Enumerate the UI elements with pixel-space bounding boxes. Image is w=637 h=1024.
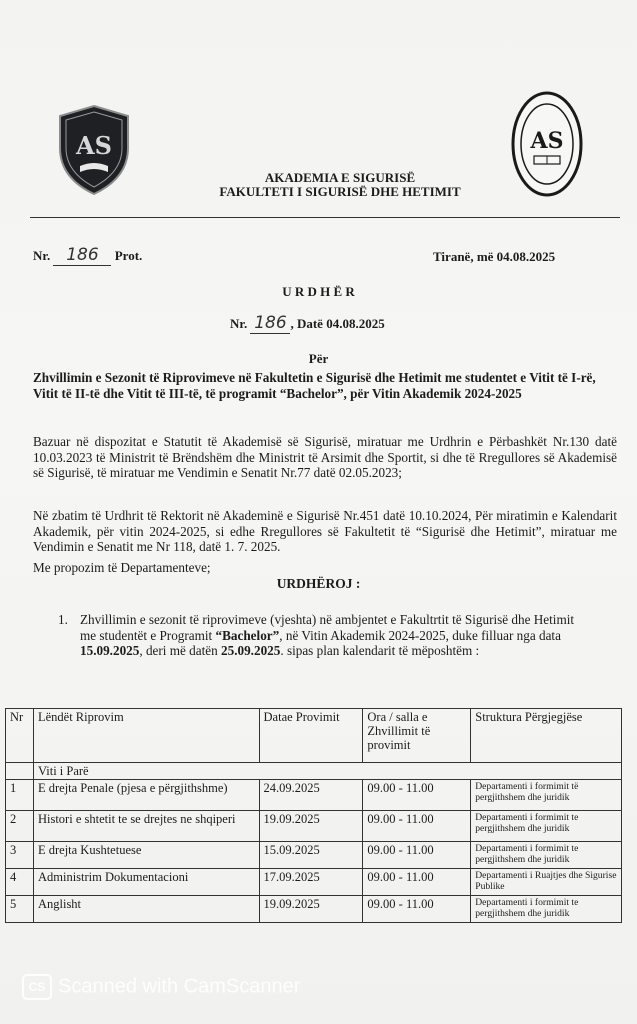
header-subject: Lëndët Riprovim [33, 709, 259, 763]
row-dept: Departamenti i formimit te pergjithshem dhe juridik [471, 811, 622, 842]
header-dept: Struktura Përgjegjëse [471, 709, 622, 763]
faculty-name: FAKULTETI I SIGURISË DHE HETIMIT [219, 184, 461, 199]
row-dept: Departamenti i Ruajtjes dhe Sigurise Publike [471, 869, 622, 896]
order-date: , Datë 04.08.2025 [290, 316, 385, 331]
row-nr: 1 [6, 780, 34, 811]
order-title: U R D H Ë R [282, 284, 355, 299]
per-label: Për [308, 351, 329, 366]
decree-item-part-a: Zhvillimin e sezonit të riprovimeve (vjeshta) në ambjentet e Fakultrtit të Sigurisë dhe Hetimit me studentët e Programit [80, 612, 575, 643]
row-nr: 4 [6, 869, 34, 896]
table-row [6, 842, 622, 869]
ref-nr-handwritten: 186 [53, 245, 111, 266]
watermark-text: Scanned with CamScanner [58, 975, 301, 998]
header-date: Datae Provimit [259, 709, 363, 763]
row-date: 19.09.2025 [259, 896, 363, 923]
row-nr: 2 [6, 811, 34, 842]
place-date: Tiranë, më 04.08.2025 [433, 249, 556, 264]
basis-paragraph-2: Në zbatim të Urdhrit të Rektorit në Akademinë e Sigurisë Nr.451 datë 10.10.2024, Për miratimin e Kalendarit Akademik, për vitin 2024-2025, si edhe Rregullores së Fakultetit të “Sigurisë dhe Hetimit”, miratuar me Vendimin e Senatit me Nr 118, datë 1. 7. 2025. [33, 508, 617, 555]
section-row [6, 763, 622, 780]
row-time: 09.00 - 11.00 [363, 896, 471, 923]
row-subject: Histori e shtetit te se drejtes ne shqiperi [33, 811, 259, 842]
decree-item-start-date: 15.09.2025 [80, 643, 140, 659]
table-row [6, 811, 622, 842]
row-time: 09.00 - 11.00 [363, 780, 471, 811]
row-time: 09.00 - 11.00 [363, 811, 471, 842]
row-subject: Administrim Dokumentacioni [33, 869, 259, 896]
camscanner-watermark [22, 974, 382, 1002]
academy-seal-logo [510, 90, 584, 198]
row-dept: Departamenti i formimit të pergjithshem dhe juridik [471, 780, 622, 811]
decree-item-part-b: , në Vitin Akademik 2024-2025, duke filluar nga data [279, 627, 561, 643]
order-number-line [230, 313, 385, 334]
ref-nr-label: Nr. [33, 248, 51, 263]
row-subject: E drejta Penale (pjesa e përgjithshme) [33, 780, 259, 811]
row-time: 09.00 - 11.00 [363, 842, 471, 869]
order-subject: Zhvillimin e Sezonit të Riprovimeve në Fakultetin e Sigurisë dhe Hetimit me studentet e Vitit të I-rë, Vitit të II-të dhe Vitit të III-të, të programit “Bachelor”, për Vitin Akademik 2024-2025 [33, 370, 596, 401]
decree-item-number: 1. [58, 612, 68, 627]
section-year-label: Viti i Parë [33, 763, 621, 780]
decree-item-end-date: 25.09.2025 [221, 643, 281, 659]
row-subject: E drejta Kushtetuese [33, 842, 259, 869]
header-nr: Nr [6, 709, 34, 763]
basis-paragraph-3: Me propozim të Departamenteve; [33, 560, 211, 575]
svg-text:AS: AS [530, 128, 564, 154]
row-dept: Departamenti i formimit te pergjithshem dhe juridik [471, 842, 622, 869]
header-divider [30, 217, 620, 218]
row-subject: Anglisht [33, 896, 259, 923]
row-date: 15.09.2025 [259, 842, 363, 869]
basis-paragraph-1: Bazuar në dispozitat e Statutit të Akademisë së Sigurisë, miratuar me Urdhrin e Përbashkët Nr.130 datë 10.03.2023 të Ministrit të Brëndshëm dhe Ministrit të Arsimit dhe Sportit, si dhe të Rregullores së Akademisë së Sigurisë, të miratuar me Vendimin e Senatit Nr.77 datë 02.05.2023; [33, 434, 617, 481]
exam-schedule-table [5, 708, 622, 923]
reference-line [33, 245, 142, 266]
table-row [6, 780, 622, 811]
camscanner-logo-icon: CS [22, 974, 52, 1000]
row-nr: 5 [6, 896, 34, 923]
row-dept: Departamenti i formimit te pergjithshem dhe juridik [471, 896, 622, 923]
decree-heading: URDHËROJ : [276, 576, 361, 591]
decree-item-text [80, 612, 592, 659]
order-nr-label: Nr. [230, 316, 248, 331]
order-nr-handwritten: 186 [250, 313, 290, 334]
ref-prot-label: Prot. [114, 248, 143, 263]
decree-item-part-d: . sipas plan kalendarit të mëposhtëm : [280, 643, 480, 659]
table-row [6, 896, 622, 923]
row-time: 09.00 - 11.00 [363, 869, 471, 896]
row-date: 19.09.2025 [259, 811, 363, 842]
row-date: 17.09.2025 [259, 869, 363, 896]
decree-item-part-c: , deri më datën [139, 643, 221, 659]
table-row [6, 869, 622, 896]
table-header-row [6, 709, 622, 763]
row-date: 24.09.2025 [259, 780, 363, 811]
row-nr: 3 [6, 842, 34, 869]
decree-item-program: “Bachelor” [215, 627, 280, 643]
svg-text:AS: AS [76, 131, 112, 160]
academy-shield-logo [56, 104, 132, 196]
institution-name: AKADEMIA E SIGURISË [264, 170, 416, 185]
header-time: Ora / salla e Zhvillimit të provimit [363, 709, 471, 763]
